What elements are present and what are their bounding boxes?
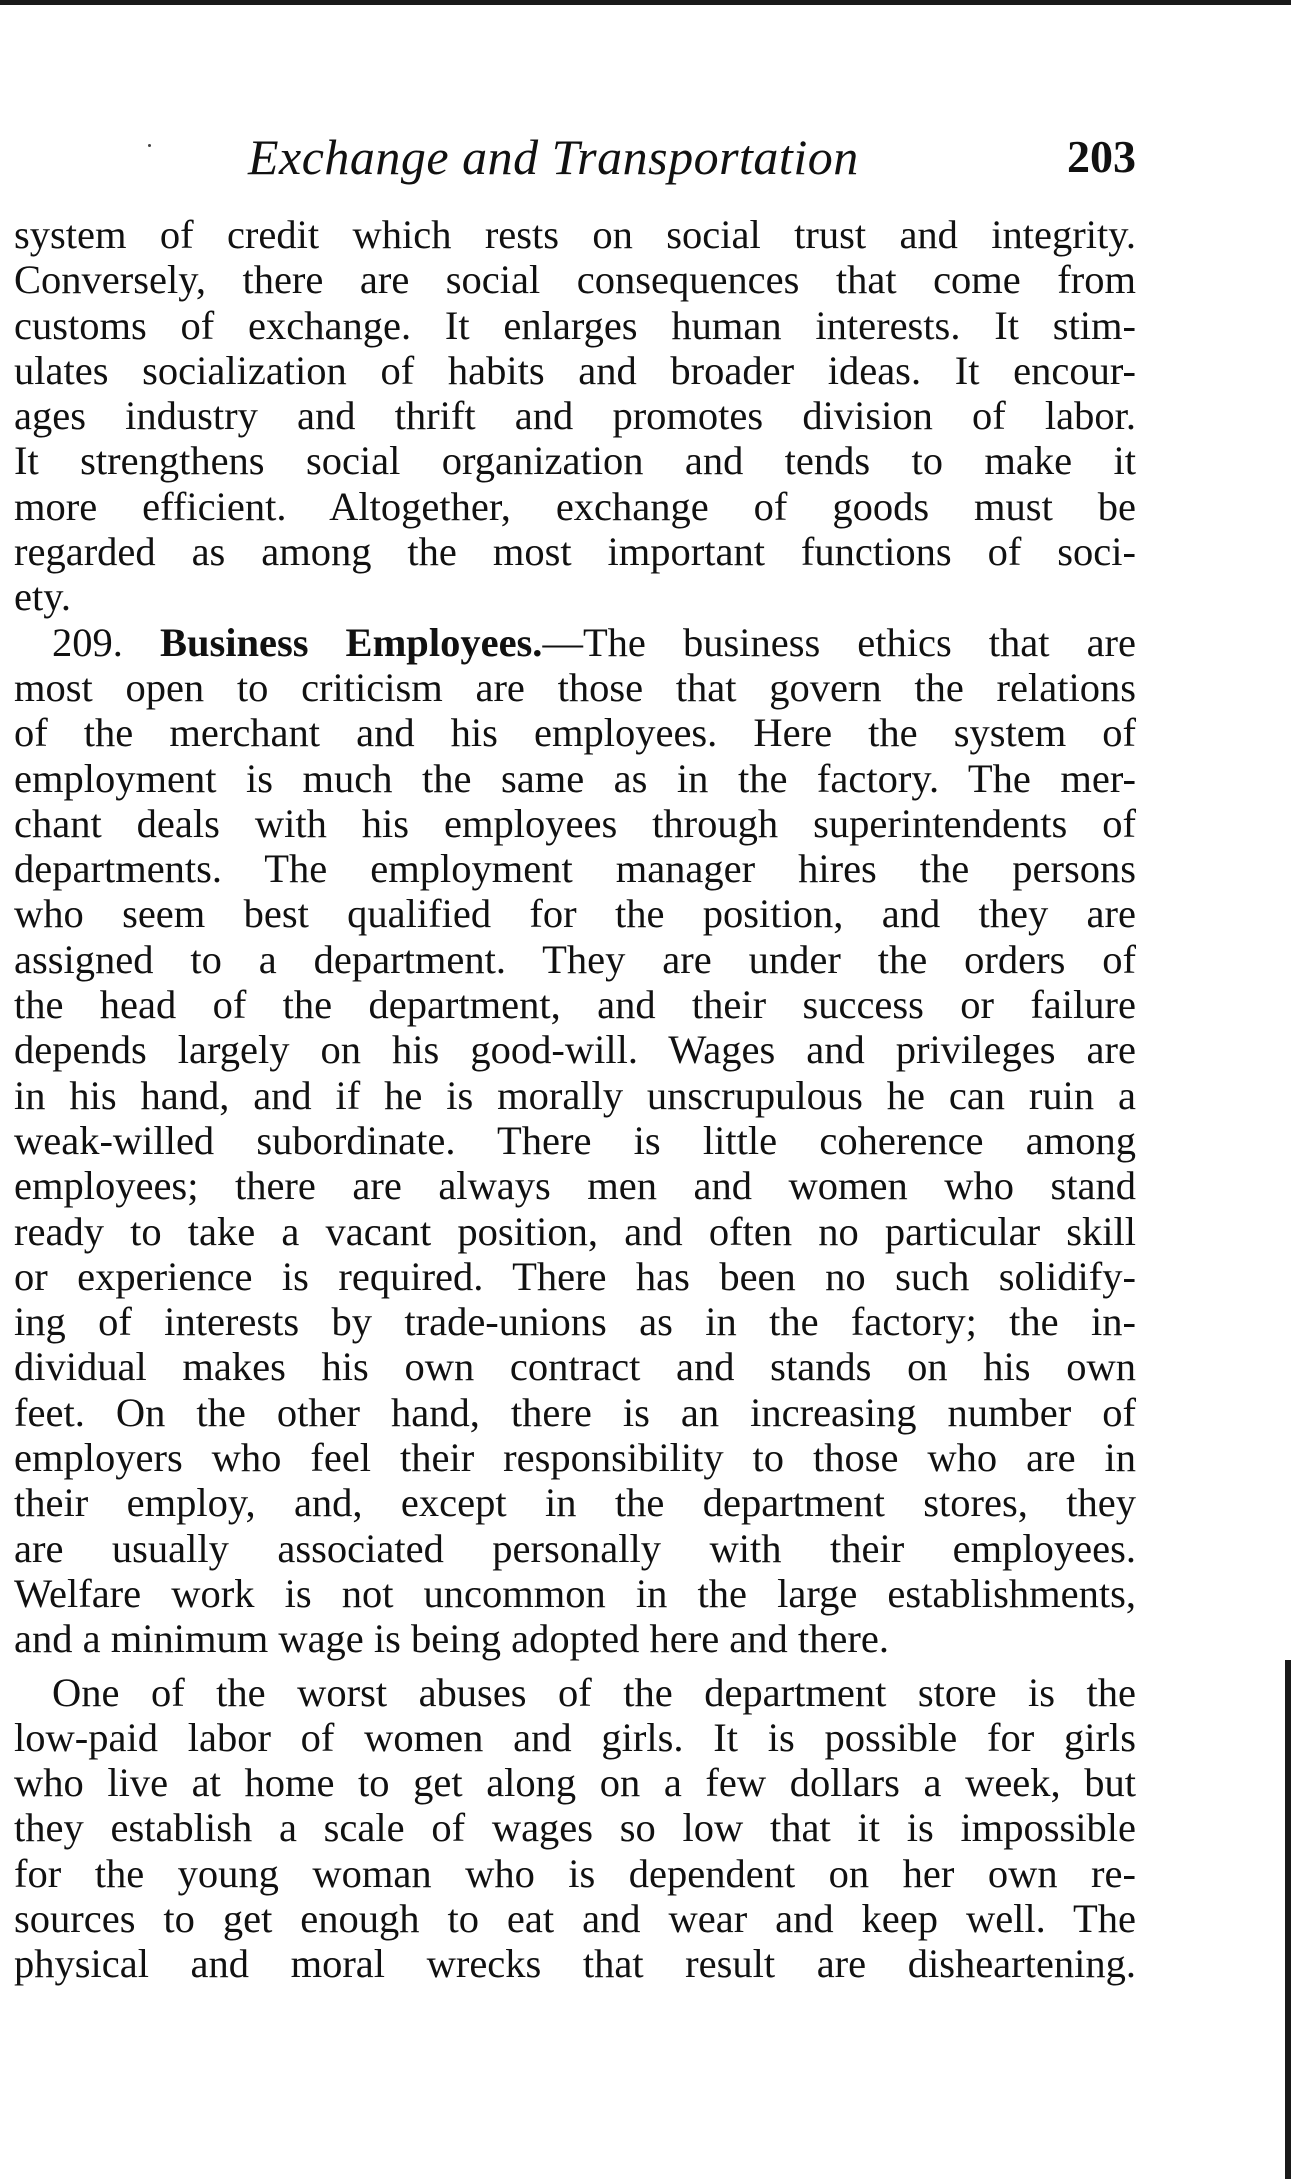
text-line: chant deals with his employees through superintendents of <box>14 800 1136 846</box>
paragraph-business-employees <box>14 620 1136 1662</box>
text-line: in his hand, and if he is morally unscrupulous he can ruin a <box>14 1072 1136 1118</box>
text-line: Welfare work is not uncommon in the large establishments, <box>14 1570 1136 1616</box>
page-header <box>0 122 1291 192</box>
text-line: ready to take a vacant position, and often no particular skill <box>14 1208 1136 1254</box>
text-line: One of the worst abuses of the department store is the <box>52 1669 1136 1715</box>
text-line: of the merchant and his employees. Here the system of <box>14 710 1136 756</box>
text-line: are usually associated personally with their employees. <box>14 1525 1136 1571</box>
text-line: system of credit which rests on social trust and integrity. <box>14 212 1136 257</box>
body-text <box>14 212 1136 1987</box>
section-lead-text: —The business ethics that are <box>542 619 1137 665</box>
text-line: who live at home to get along on a few dollars a week, but <box>14 1760 1136 1806</box>
text-line: feet. On the other hand, there is an increasing number of <box>14 1389 1136 1435</box>
scan-top-edge <box>0 0 1291 5</box>
running-title: Exchange and Transportation <box>248 129 859 185</box>
text-line: employment is much the same as in the factory. The mer- <box>14 755 1136 801</box>
text-line: assigned to a department. They are under the orders of <box>14 936 1136 982</box>
text-line: ulates socialization of habits and broader ideas. It encour- <box>14 347 1136 393</box>
scan-right-edge <box>1285 1660 1291 2179</box>
text-line: most open to criticism are those that govern the relations <box>14 664 1136 710</box>
text-line: and a minimum wage is being adopted here and there. <box>14 1616 889 1662</box>
text-line: employers who feel their responsibility to those who are in <box>14 1435 1136 1481</box>
paragraph-department-store-abuses <box>14 1670 1136 1987</box>
text-line: low-paid labor of women and girls. It is possible for girls <box>14 1714 1136 1760</box>
text-line: departments. The employment manager hires the persons <box>14 846 1136 892</box>
text-line: physical and moral wrecks that result are disheartening. <box>14 1941 1136 1987</box>
text-line: Conversely, there are social consequences that come from <box>14 257 1136 303</box>
text-line: ing of interests by trade-unions as in the factory; the in- <box>14 1299 1136 1345</box>
section-title: Business Employees. <box>159 619 543 665</box>
text-line: who seem best qualified for the position, and they are <box>14 891 1136 937</box>
text-line: ety. <box>14 574 71 620</box>
text-line: or experience is required. There has been no such solidify- <box>14 1253 1136 1299</box>
text-line: the head of the department, and their success or failure <box>14 982 1136 1028</box>
text-line: their employ, and, except in the department stores, they <box>14 1480 1136 1526</box>
text-line: employees; there are always men and women who stand <box>14 1163 1136 1209</box>
text-line: sources to get enough to eat and wear and keep well. The <box>14 1895 1136 1941</box>
text-line: depends largely on his good-will. Wages and privileges are <box>14 1027 1136 1073</box>
text-line: customs of exchange. It enlarges human interests. It stim- <box>14 302 1136 348</box>
text-line: ages industry and thrift and promotes division of labor. <box>14 393 1136 439</box>
text-line: It strengthens social organization and tends to make it <box>14 438 1136 484</box>
text-line: dividual makes his own contract and stands on his own <box>14 1344 1136 1390</box>
paragraph-gap <box>14 1662 1136 1670</box>
text-line: weak-willed subordinate. There is little coherence among <box>14 1117 1136 1163</box>
text-line: more efficient. Altogether, exchange of goods must be <box>14 483 1136 529</box>
section-number: 209. <box>52 619 123 665</box>
section-heading-line <box>14 620 1136 665</box>
text-line: for the young woman who is dependent on her own re- <box>14 1850 1136 1896</box>
paragraph-exchange-consequences <box>14 212 1136 620</box>
text-line: they establish a scale of wages so low that it is impossible <box>14 1805 1136 1851</box>
text-line: regarded as among the most important functions of soci- <box>14 529 1136 575</box>
page-number: 203 <box>1067 131 1136 182</box>
